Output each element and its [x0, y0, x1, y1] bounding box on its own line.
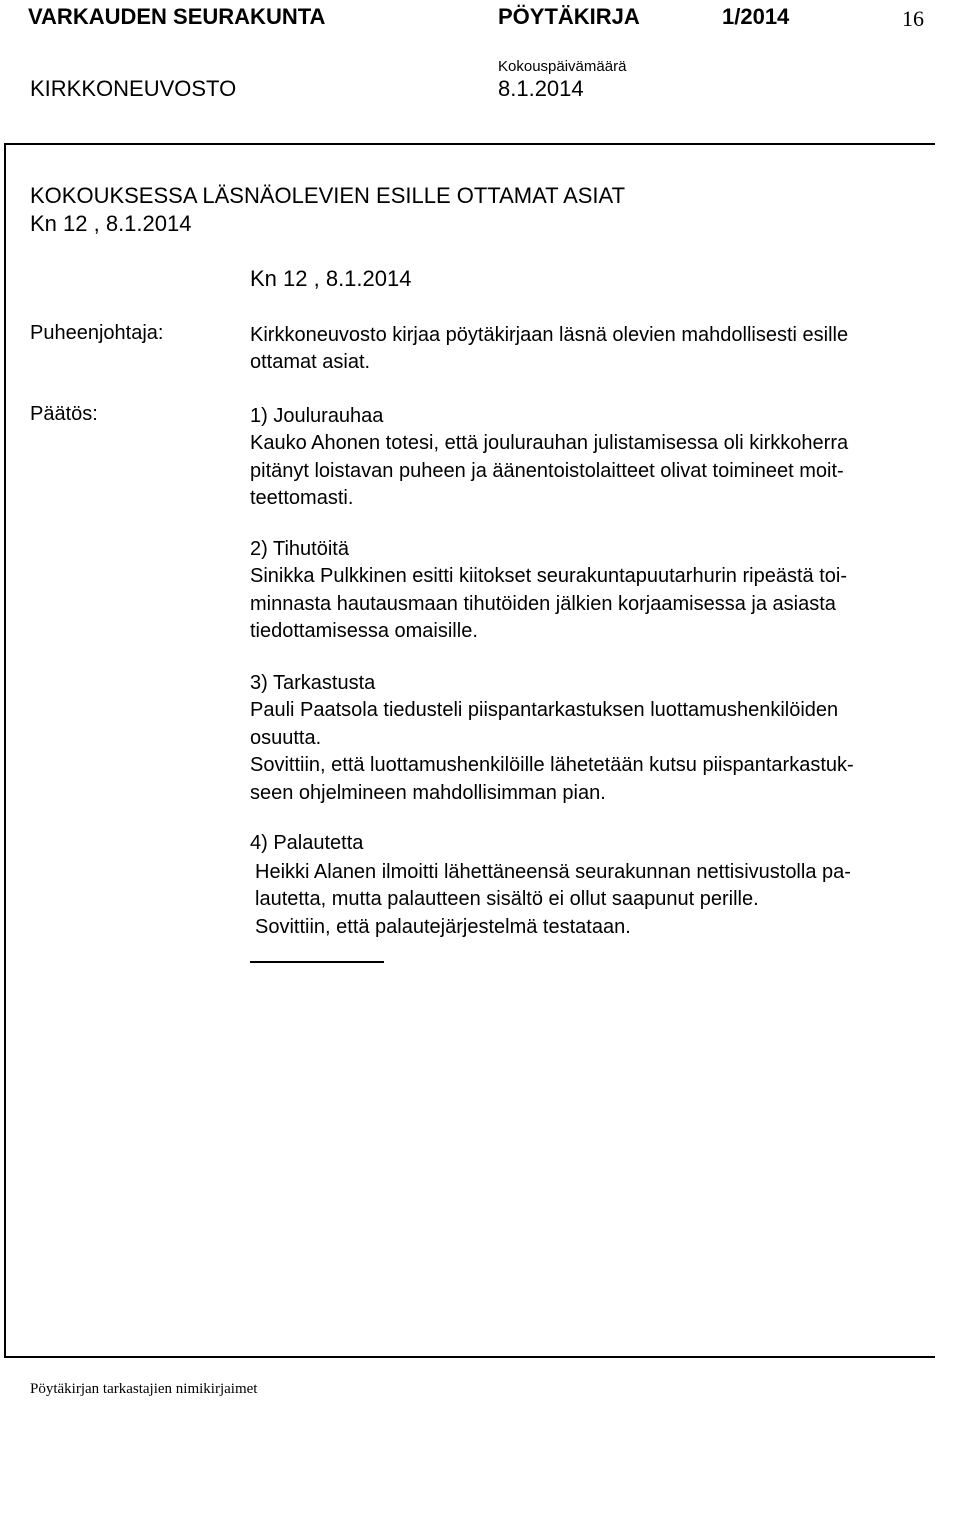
item-tihutoita: [250, 536, 960, 646]
item-line: Sovittiin, että palautejärjestelmä testataan.: [255, 915, 631, 938]
document-number: 1/2014: [722, 4, 790, 29]
left-border: [4, 143, 6, 1358]
item-line: tiedottamisessa omaisille.: [250, 620, 478, 643]
page-number: 16: [902, 6, 924, 31]
item-line: Kauko Ahonen totesi, että joulurauhan julistamisessa oli kirkkoherra: [250, 432, 849, 455]
item-reference: Kn 12 , 8.1.2014: [250, 266, 412, 291]
item-joulurauhaa: [250, 403, 960, 513]
body-name: KIRKKONEUVOSTO: [30, 76, 237, 101]
item-line: Pauli Paatsola tiedusteli piispantarkastuksen luottamushenkilöiden: [250, 699, 839, 722]
footer-rule: [4, 1356, 935, 1358]
item-line: Heikki Alanen ilmoitti lähettäneensä seurakunnan nettisivustolla pa-: [255, 861, 851, 883]
item-line: osuutta.: [250, 726, 322, 749]
meeting-date: 8.1.2014: [498, 76, 584, 101]
item-heading: 1) Joulurauhaa: [250, 405, 384, 427]
chair-statement: [250, 322, 960, 377]
chair-line: Kirkkoneuvosto kirjaa pöytäkirjaan läsnä olevien mahdollisesti esille: [250, 324, 849, 346]
item-line: minnasta hautausmaan tihutöiden jälkien korjaamisessa ja asiasta: [250, 592, 836, 615]
organization-name: VARKAUDEN SEURAKUNTA: [28, 4, 326, 29]
date-label: Kokouspäivämäärä: [498, 58, 627, 75]
item-line: lautetta, mutta palautteen sisältö ei ollut saapunut perille.: [255, 888, 759, 911]
closing-rule: [250, 961, 384, 963]
chair-line: ottamat asiat.: [250, 351, 371, 374]
item-line: Sinikka Pulkkinen esitti kiitokset seurakuntapuutarhurin ripeästä toi-: [250, 565, 847, 588]
item-palautetta: [255, 859, 960, 941]
item-heading: 2) Tihutöitä: [250, 538, 349, 560]
section-reference: Kn 12 , 8.1.2014: [30, 211, 192, 236]
decision-label: Päätös:: [30, 403, 98, 425]
item-line: teettomasti.: [250, 487, 354, 510]
item-heading-palautetta: 4) Palautetta: [250, 832, 364, 854]
section-title: KOKOUKSESSA LÄSNÄOLEVIEN ESILLE OTTAMAT ASIAT: [30, 183, 626, 208]
item-line: pitänyt loistavan puheen ja äänentoistolaitteet olivat toimineet moit-: [250, 459, 844, 482]
item-line: seen ohjelmineen mahdollisimman pian.: [250, 781, 606, 804]
chair-label: Puheenjohtaja:: [30, 322, 164, 344]
item-heading: 3) Tarkastusta: [250, 672, 376, 694]
item-line: Sovittiin, että luottamushenkilöille lähetetään kutsu piispantarkastuk-: [250, 754, 854, 777]
signatures-label: Pöytäkirjan tarkastajien nimikirjaimet: [30, 1381, 258, 1397]
item-tarkastusta: [250, 670, 960, 807]
document-type: PÖYTÄKIRJA: [498, 4, 640, 29]
header-rule: [4, 143, 935, 145]
